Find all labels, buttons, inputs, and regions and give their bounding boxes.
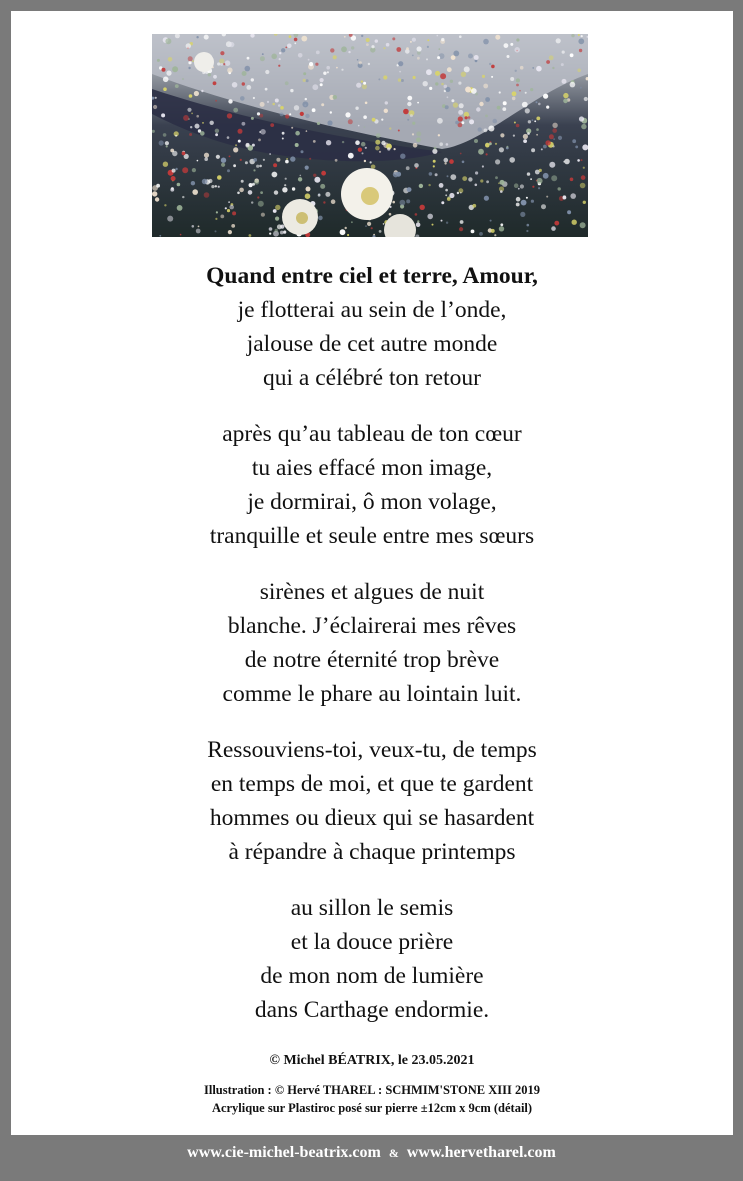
poem-line: au sillon le semis [290, 895, 454, 921]
poem-line: qui a célébré ton retour [263, 365, 481, 391]
illustration-credit: Illustration : © Hervé THAREL : SCHMIM'STONE XIII 2019 [204, 1083, 540, 1097]
poem-line: de notre éternité trop brève [244, 647, 500, 673]
poem-line: à répandre à chaque printemps [228, 839, 516, 865]
poem-line: après qu’au tableau de ton cœur [222, 421, 522, 447]
poem-line: je dormirai, ô mon volage, [247, 489, 497, 515]
website-link-herve-tharel[interactable]: www.hervetharel.com [406, 1144, 556, 1161]
poem-line: je flotterai au sein de l’onde, [237, 297, 507, 323]
copyright-line: © Michel BÉATRIX, le 23.05.2021 [269, 1053, 475, 1068]
poem-line: Ressouviens-toi, veux-tu, de temps [207, 737, 537, 763]
poem-line: tu aies effacé mon image, [251, 455, 493, 481]
website-link-michel-beatrix[interactable]: www.cie-michel-beatrix.com [187, 1144, 381, 1161]
stanza [11, 417, 733, 553]
poem-page [11, 11, 733, 1135]
stanza [11, 891, 733, 1027]
poem-line: comme le phare au lointain luit. [222, 681, 522, 707]
poem-line: sirènes et algues de nuit [259, 579, 485, 605]
footer-separator: & [388, 1146, 399, 1160]
stanza [11, 259, 733, 395]
credits [11, 1051, 733, 1117]
illustration-image [152, 34, 588, 237]
poem-line: hommes ou dieux qui se hasardent [209, 805, 535, 831]
poem-line: et la douce prière [290, 929, 454, 955]
painting-detail-image [152, 34, 588, 237]
poem-line: dans Carthage endormie. [254, 997, 490, 1023]
poem-line: jalouse de cet autre monde [246, 331, 498, 357]
footer-links [0, 1135, 743, 1171]
illustration-medium: Acrylique sur Plastiroc posé sur pierre ±12cm x 9cm (détail) [211, 1101, 533, 1115]
poem [11, 259, 733, 1049]
stanza [11, 575, 733, 711]
poem-line: Quand entre ciel et terre, Amour, [206, 263, 538, 289]
poem-line: tranquille et seule entre mes sœurs [209, 523, 535, 549]
stanza [11, 733, 733, 869]
poem-line: en temps de moi, et que te gardent [210, 771, 534, 797]
poem-line: de mon nom de lumière [260, 963, 484, 989]
poem-line: blanche. J’éclairerai mes rêves [227, 613, 517, 639]
